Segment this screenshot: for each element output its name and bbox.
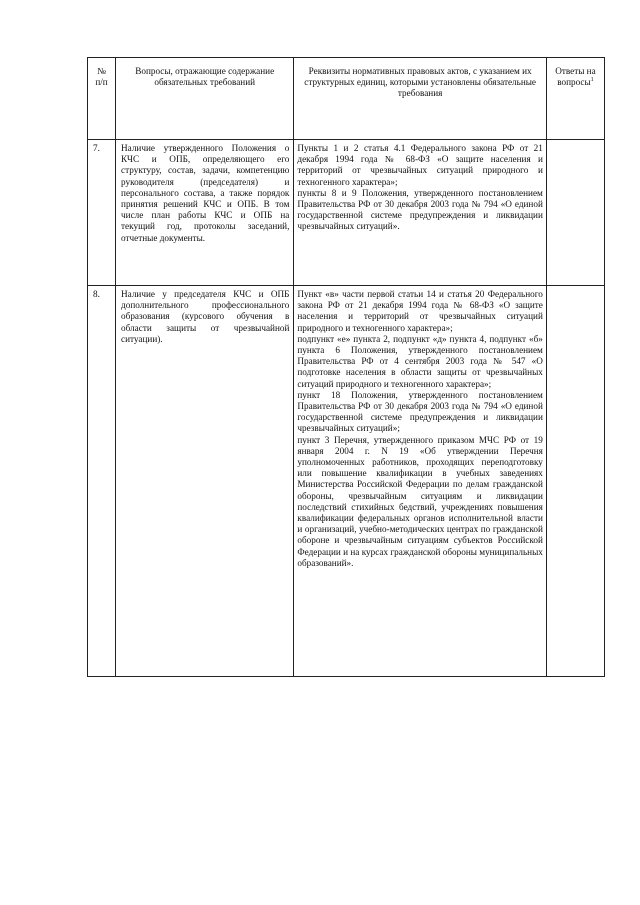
footnote-marker: 1: [590, 77, 594, 84]
row-number: 7.: [88, 140, 116, 286]
header-number: № п/п: [88, 58, 116, 140]
table-header-row: [88, 58, 605, 140]
requirements-table: [87, 57, 605, 677]
header-requisites: Реквизиты нормативных правовых актов, с указанием их структурных единиц, которыми установлены обязательные требования: [294, 58, 546, 140]
row-number: 8.: [88, 286, 116, 677]
row-question: Наличие утвержденного Положения о КЧС и ОПБ, определяющего его структуру, состав, задачи, компетенцию руководителя (председателя) и персонального состава, а также порядок принятия решений КЧС и ОПБ. В том числе план работы КЧС и ОПБ на текущий год, протоколы заседаний, отчетные документы.: [116, 140, 294, 286]
row-answer[interactable]: [546, 140, 604, 286]
row-requisites: Пункты 1 и 2 статья 4.1 Федерального закона РФ от 21 декабря 1994 года № 68-ФЗ «О защите населения и территорий от чрезвычайных ситуаций природного и техногенного характера»; пункты 8 и 9 Положения, утвержденного постановлением Правительства РФ от 30 декабря 2003 года № 794 «О единой государственной системе предупреждения и ликвидации чрезвычайных ситуаций».: [294, 140, 546, 286]
header-questions: Вопросы, отражающие содержание обязательных требований: [116, 58, 294, 140]
row-requisites: Пункт «в» части первой статьи 14 и статья 20 Федерального закона РФ от 21 декабря 1994 года № 68-ФЗ «О защите населения и территорий от чрезвычайных ситуаций природного и техногенного характера»; подпункт «е» пункта 2, подпункт «д» пункта 4, подпункт «б» пункта 6 Положения, утвержденного постановлением Правительства РФ от 4 сентября 2003 года № 547 «О подготовке населения в области защиты от чрезвычайных ситуаций природного и техногенного характера»; пункт 18 Положения, утвержденного постановлением Правительства РФ от 30 декабря 2003 года № 794 «О единой государственной системе предупреждения и ликвидации чрезвычайных ситуаций»; пункт 3 Перечня, утвержденного приказом МЧС РФ от 19 января 2004 г. N 19 «Об утверждении Перечня уполномоченных работников, проходящих переподготовку или повышение квалификации в учебных заведениях Министерства Российской Федерации по делам гражданской обороны, чрезвычайным ситуациям и ликвидации последствий стихийных бедствий, учреждениях повышения квалификации федеральных органов исполнительной власти и организаций, учебно-методических центрах по гражданской обороне и чрезвычайным ситуациям субъектов Российской Федерации и на курсах гражданской обороны муниципальных образований».: [294, 286, 546, 677]
row-question: Наличие у председателя КЧС и ОПБ дополнительного профессионального образования (курсового обучения в области защиты от чрезвычайной ситуации).: [116, 286, 294, 677]
header-answers: Ответы на вопросы$^1$: [546, 58, 604, 140]
row-answer[interactable]: [546, 286, 604, 677]
table-row: [88, 140, 605, 286]
table-row: [88, 286, 605, 677]
